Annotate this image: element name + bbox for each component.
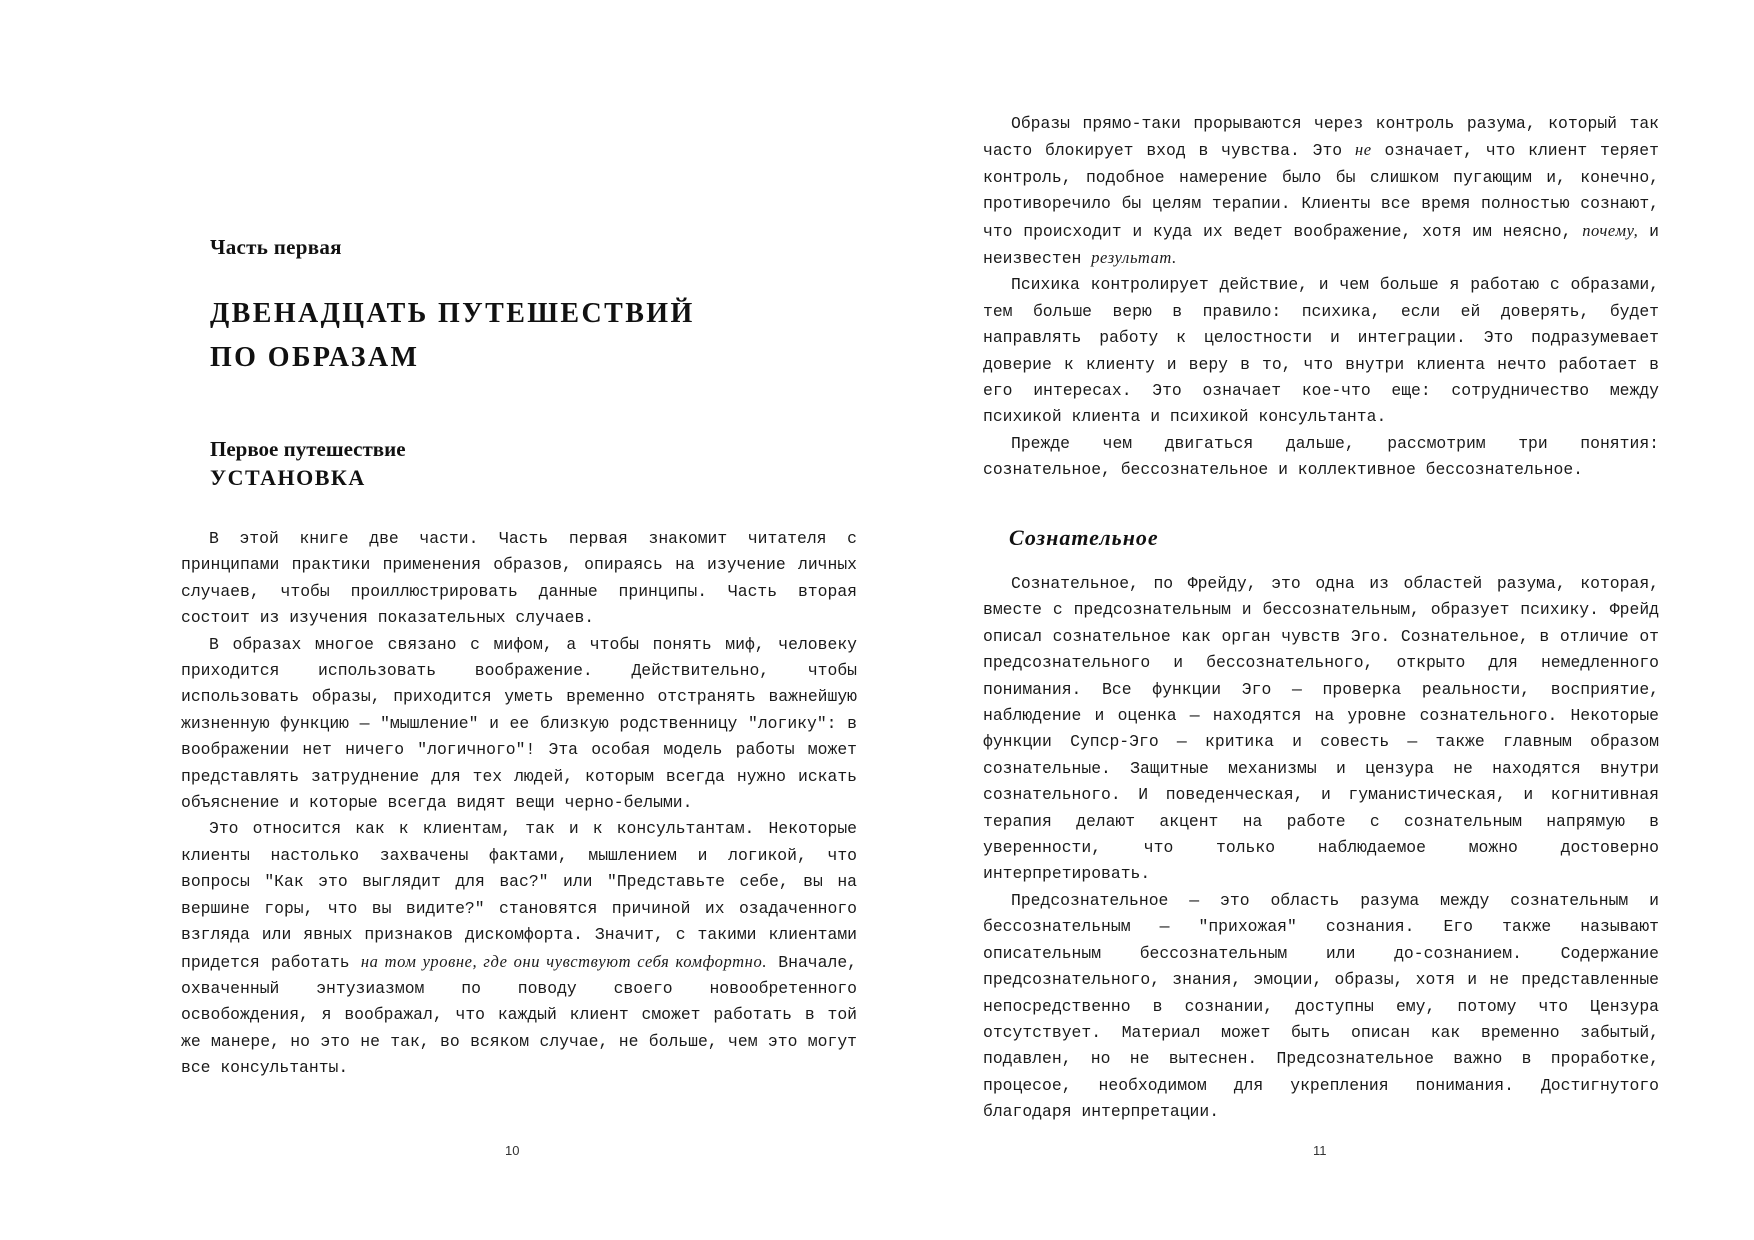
page-number: 10: [505, 1143, 520, 1158]
paragraph-text: Образы прямо-таки прорываются через контроль разума, который так часто блокирует вход в чувства. Это: [983, 114, 1659, 161]
part-title: [210, 292, 695, 380]
paragraph-text: Это относится как к клиентам, так и к консультантам. Некоторые клиенты настолько захвачены фактами, мышлением и логикой, что вопросы "Как это выглядит для вас?" или "Представьте себе, вы на вершине горы, что вы видите?" становятся причиной их озадаченного взгляда или явных признаков дискомфорта. Значит, с такими клиентами придется работать: [181, 819, 857, 972]
page-number: 11: [1313, 1143, 1327, 1158]
italic-word: не: [1354, 140, 1372, 160]
part-title-line-2: ПО ОБРАЗАМ: [210, 342, 420, 373]
journey-label: Первое путешествие: [210, 437, 406, 461]
italic-word: почему,: [1582, 220, 1639, 240]
paragraph-text: Вначале, охваченный энтузиазмом по поводу своего новообретенного освобождения, я воображал, что каждый клиент сможет работать в той же манере, но это не так, во всяком случае, не больше, чем это могут все консультанты.: [181, 952, 857, 1078]
paragraph: Предсознательное — это область разума между сознательным и бессознательным — "прихожая" сознания. Его также называют описательным бессознательным или до-сознанием. Содержание предсознательного, знания, эмоции, образы, хотя и не представленные непосредственно в сознании, доступны ему, потому что Цензура отсутствует. Материал может быть описан как временно забытый, подавлен, но не вытеснен. Предсознательное важно в проработке, процесое, необходимом для укрепления понимания. Достигнутого благодаря интерпретации.: [983, 890, 1659, 1122]
journey-title: УСТАНОВКА: [210, 465, 366, 490]
section-title: Сознательное: [1009, 525, 1159, 550]
right-body-text-bottom: [983, 571, 1659, 1126]
paragraph: [181, 816, 857, 1081]
paragraph: В образах многое связано с мифом, а чтобы понять миф, человеку приходится использовать воображение. Действительно, чтобы использовать образы, приходится уметь временно отстранять важнейшую жизненную функцию — "мышление" и ее близкую родственницу "логику": в воображении нет ничего "логичного"! Эта особая модель работы может представлять затруднение для тех людей, которым всегда нужно искать объяснение и которые всегда видят вещи черно-белыми.: [181, 634, 857, 813]
paragraph: [983, 111, 1659, 272]
paragraph: Сознательное, по Фрейду, это одна из областей разума, которая, вместе с предсознательным и бессознательным, образует психику. Фрейд описал сознательное как орган чувств Эго. Сознательное, в отличие от предсознательного и бессознательного, открыто для немедленного понимания. Все функции Эго — проверка реальности, восприятие, наблюдение и оценка — находятся на уровне сознательного. Некоторые функции Супср-Эго — критика и совесть — также главным образом сознательные. Защитные механизмы и цензура не находятся внутри сознательного. И поведенческая, и гуманистическая, и когнитивная терапия делают акцент на работе с сознательным напрямую в уверенности, что только наблюдаемое можно достоверно интерпретировать.: [983, 574, 1659, 884]
paragraph: В этой книге две части. Часть первая знакомит читателя с принципами практики применения образов, опираясь на изучение личных случаев, чтобы проиллюстрировать данные принципы. Часть вторая состоит из изучения показательных случаев.: [181, 529, 857, 628]
paragraph: Психика контролирует действие, и чем больше я работаю с образами, тем больше верю в правило: психика, если ей доверять, будет направлять работу к целостности и интеграции. Это подразумевает доверие к клиенту и веру в то, что внутри клиента нечто работает в его интересах. Это означает кое-что еще: сотрудничество между психикой клиента и психикой консультанта.: [983, 275, 1659, 427]
italic-phrase: на том уровне, где они чувствуют себя комфортно.: [360, 951, 768, 971]
paragraph-text: означает, что клиент теряет контроль, подобное намерение было бы слишком пугающим и, конечно, противоречило бы целям терапии. Клиенты все время полностью сознают, что происходит и куда их ведет воображение, хотя им неясно,: [983, 141, 1659, 241]
left-body-text: [181, 526, 857, 1082]
part-label: Часть первая: [210, 235, 342, 259]
right-body-text-top: [983, 111, 1659, 484]
paragraph-text: и неизвестен: [983, 221, 1659, 269]
right-page: [877, 0, 1754, 1240]
italic-word: результат.: [1091, 248, 1177, 268]
paragraph: Прежде чем двигаться дальше, рассмотрим три понятия: сознательное, бессознательное и коллективное бессознательное.: [983, 433, 1659, 480]
part-title-line-1: ДВЕНАДЦАТЬ ПУТЕШЕСТВИЙ: [210, 298, 695, 329]
